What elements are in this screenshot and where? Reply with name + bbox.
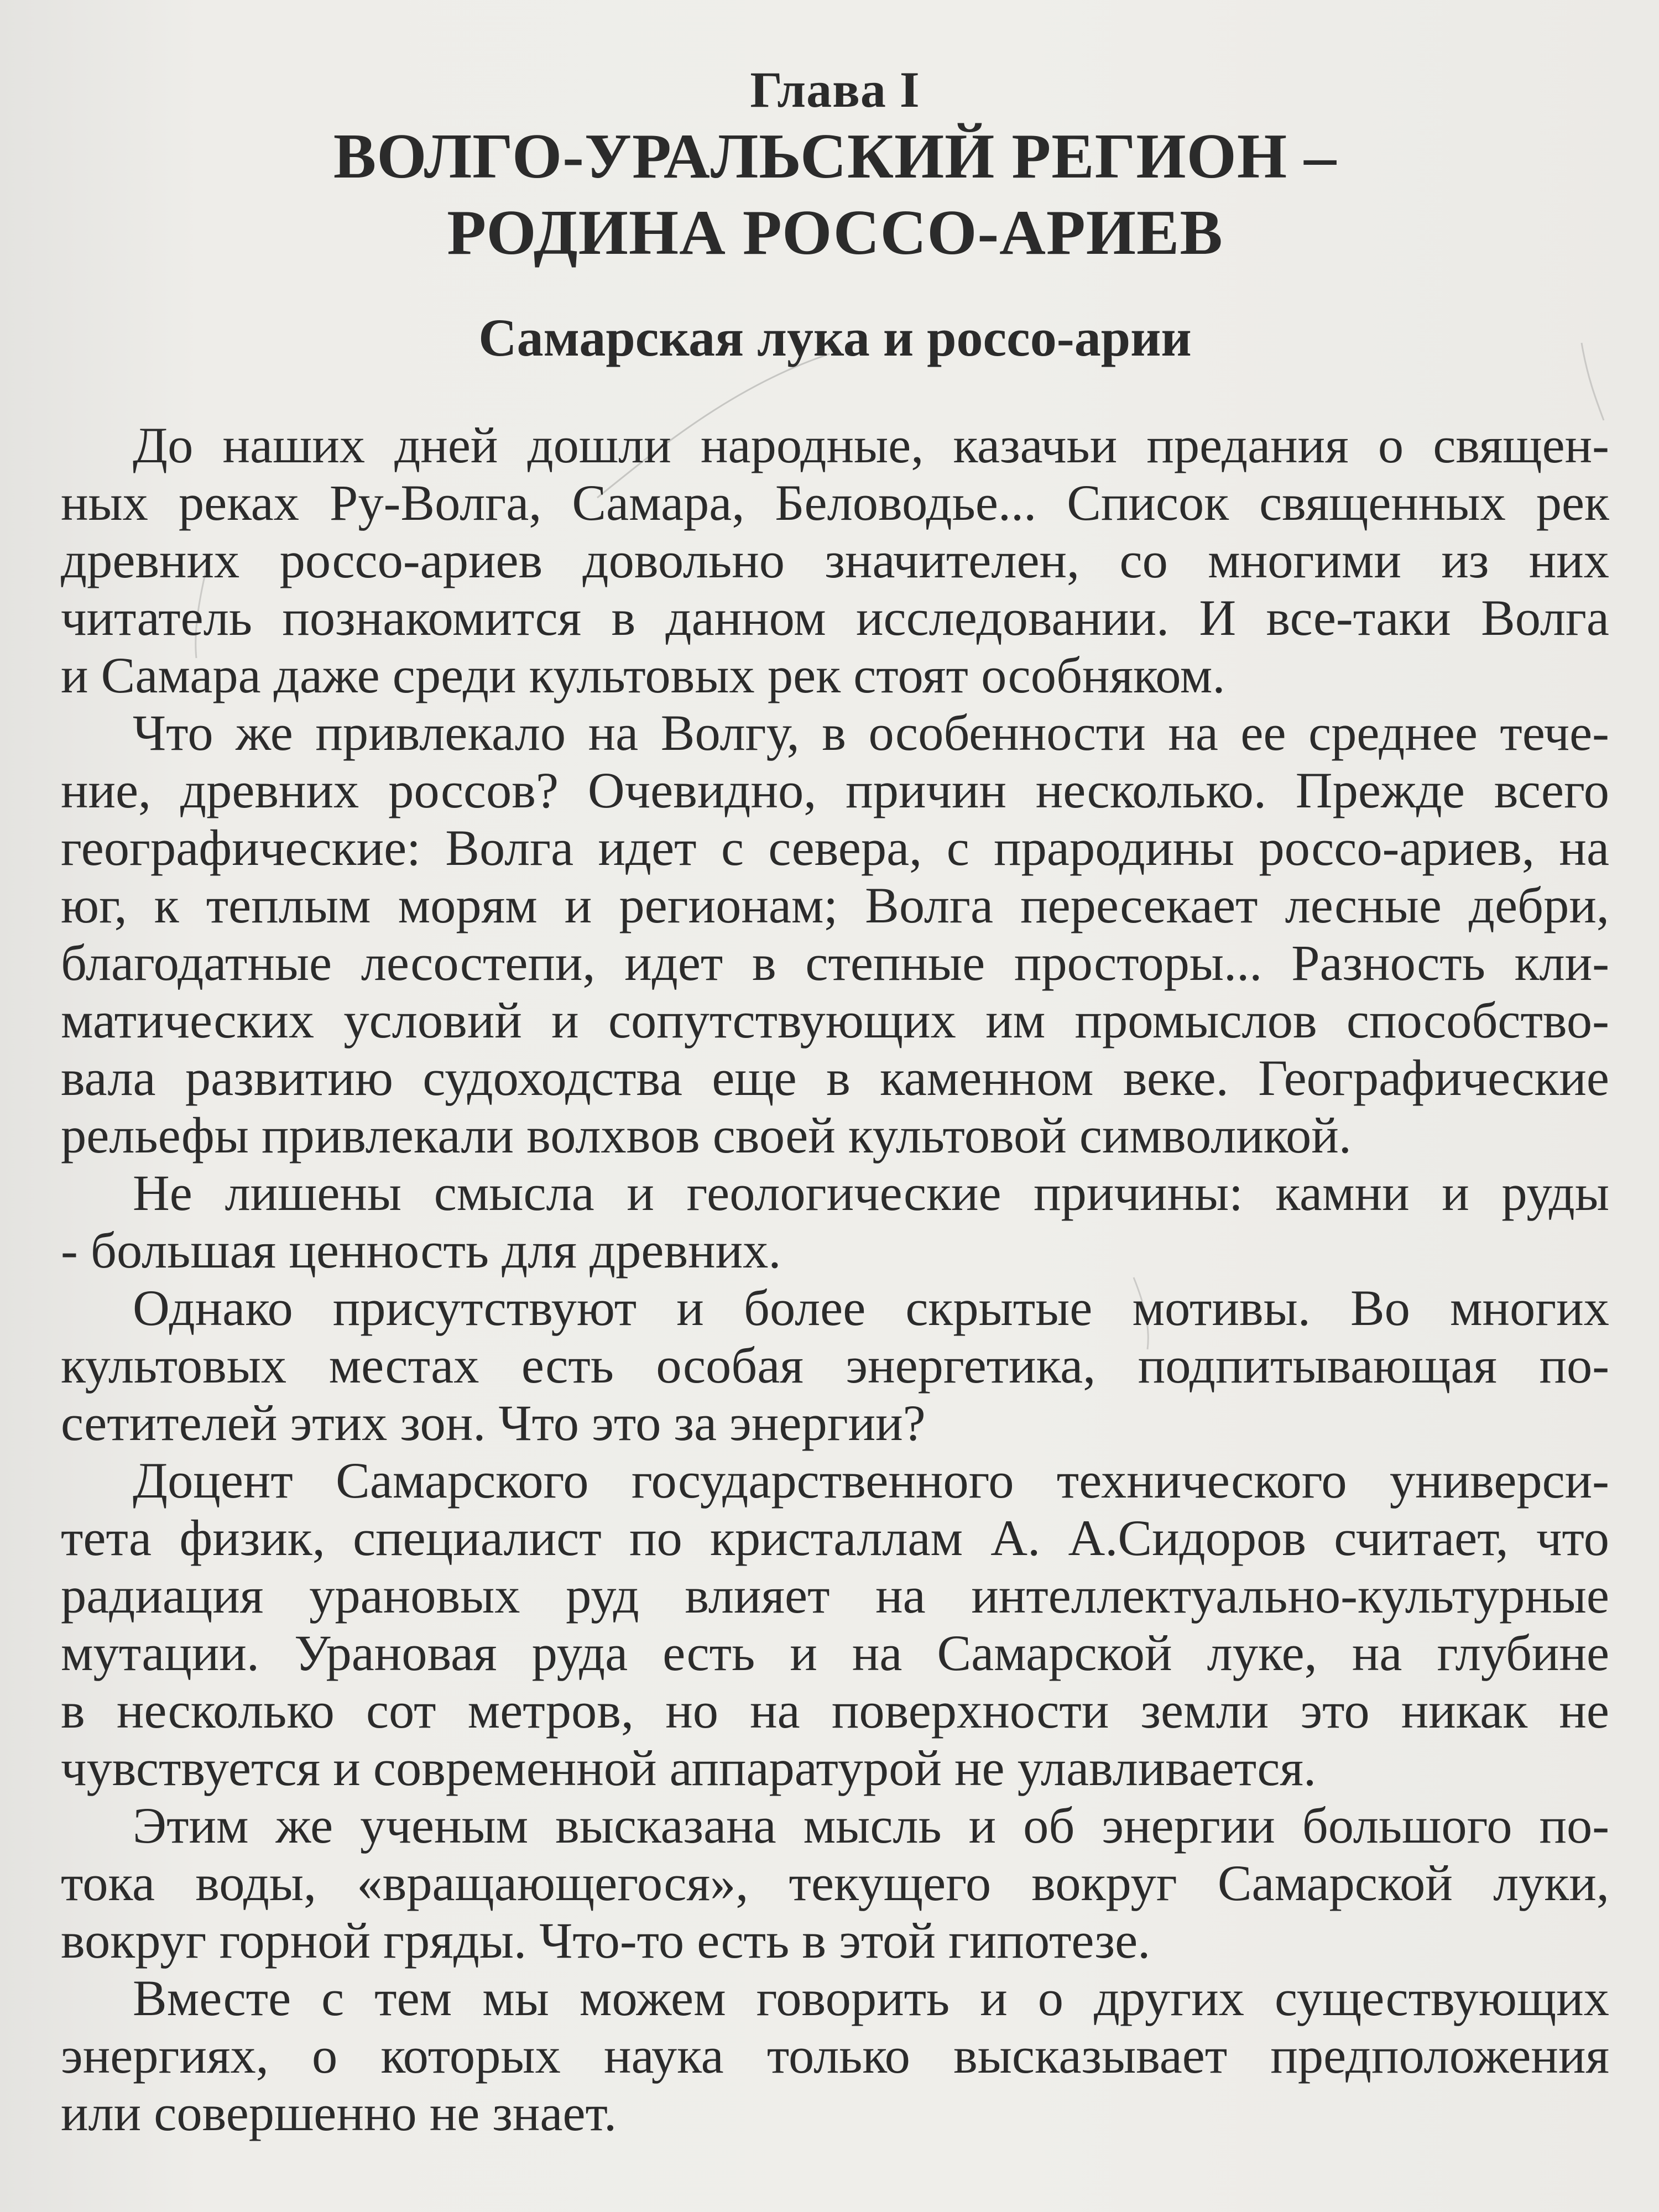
section-title: Самарская лука и россо-арии bbox=[478, 308, 1192, 367]
text-line: тока воды, «вращающегося», текущего вокруг Самарской луки, bbox=[61, 1855, 1609, 1912]
paragraph bbox=[61, 1797, 1609, 1970]
text-line: радиация урановых руд влияет на интеллектуально-культурные bbox=[61, 1568, 1609, 1624]
text-line: Этим же ученым высказана мысль и об энергии большого по- bbox=[133, 1798, 1609, 1854]
text-line: Вместе с тем мы можем говорить и о других существующих bbox=[133, 1970, 1609, 2027]
text-line: вокруг горной гряды. Что-то есть в этой гипотезе. bbox=[61, 1913, 1151, 1969]
chapter-label: Глава I bbox=[750, 61, 920, 118]
text-line: матических условий и сопутствующих им промыслов способство- bbox=[61, 993, 1609, 1049]
text-line: мутации. Урановая руда есть и на Самарской луке, на глубине bbox=[61, 1625, 1609, 1682]
text-line: географические: Волга идет с севера, с прародины россо-ариев, на bbox=[61, 820, 1609, 877]
text-line: вала развитию судоходства еще в каменном веке. Географические bbox=[61, 1050, 1609, 1107]
text-line: энергиях, о которых наука только высказывает предположения bbox=[61, 2028, 1609, 2084]
text-line: и Самара даже среди культовых рек стоят особняком. bbox=[61, 648, 1225, 704]
chapter-title-line-2: РОДИНА РОССО-АРИЕВ bbox=[447, 197, 1223, 268]
page-content bbox=[61, 22, 1609, 2142]
text-line: рельефы привлекали волхвов своей культовой символикой. bbox=[61, 1108, 1352, 1164]
text-line: - большая ценность для древних. bbox=[61, 1223, 781, 1279]
paragraph bbox=[61, 1280, 1609, 1452]
text-line: Однако присутствуют и более скрытые мотивы. Во многих bbox=[133, 1280, 1609, 1337]
text-line: сетителей этих зон. Что это за энергии? bbox=[61, 1395, 926, 1452]
text-line: в несколько сот метров, но на поверхности земли это никак не bbox=[61, 1683, 1609, 1739]
paragraph bbox=[61, 1452, 1609, 1797]
text-line: Доцент Самарского государственного технического универси- bbox=[133, 1453, 1609, 1509]
paragraph bbox=[61, 705, 1609, 1165]
text-line: тета физик, специалист по кристаллам А. А.Сидоров считает, что bbox=[61, 1510, 1609, 1567]
text-line: или совершенно не знает. bbox=[61, 2085, 617, 2142]
body-text bbox=[61, 417, 1609, 2142]
text-line: ных реках Ру-Волга, Самара, Беловодье... Список священных рек bbox=[61, 475, 1609, 531]
chapter-title-line-1: ВОЛГО-УРАЛЬСКИЙ РЕГИОН – bbox=[333, 121, 1337, 192]
text-line: читатель познакомится в данном исследовании. И все-таки Волга bbox=[61, 590, 1609, 646]
paragraph bbox=[61, 1970, 1609, 2142]
text-line: Не лишены смысла и геологические причины: камни и руды bbox=[133, 1165, 1609, 1222]
text-line: чувствуется и современной аппаратурой не улавливается. bbox=[61, 1740, 1317, 1797]
text-line: благодатные лесостепи, идет в степные просторы... Разность кли- bbox=[61, 935, 1609, 992]
paragraph bbox=[61, 417, 1609, 705]
text-line: юг, к теплым морям и регионам; Волга пересекает лесные дебри, bbox=[61, 878, 1609, 934]
text-line: культовых местах есть особая энергетика, подпитывающая по- bbox=[61, 1338, 1609, 1394]
text-line: ние, древних россов? Очевидно, причин несколько. Прежде всего bbox=[61, 763, 1609, 819]
text-line: древних россо-ариев довольно значителен, со многими из них bbox=[61, 533, 1609, 589]
paragraph bbox=[61, 1165, 1609, 1280]
text-line: Что же привлекало на Волгу, в особенности на ее среднее тече- bbox=[133, 705, 1609, 761]
text-line: До наших дней дошли народные, казачьи предания о священ- bbox=[133, 418, 1609, 474]
